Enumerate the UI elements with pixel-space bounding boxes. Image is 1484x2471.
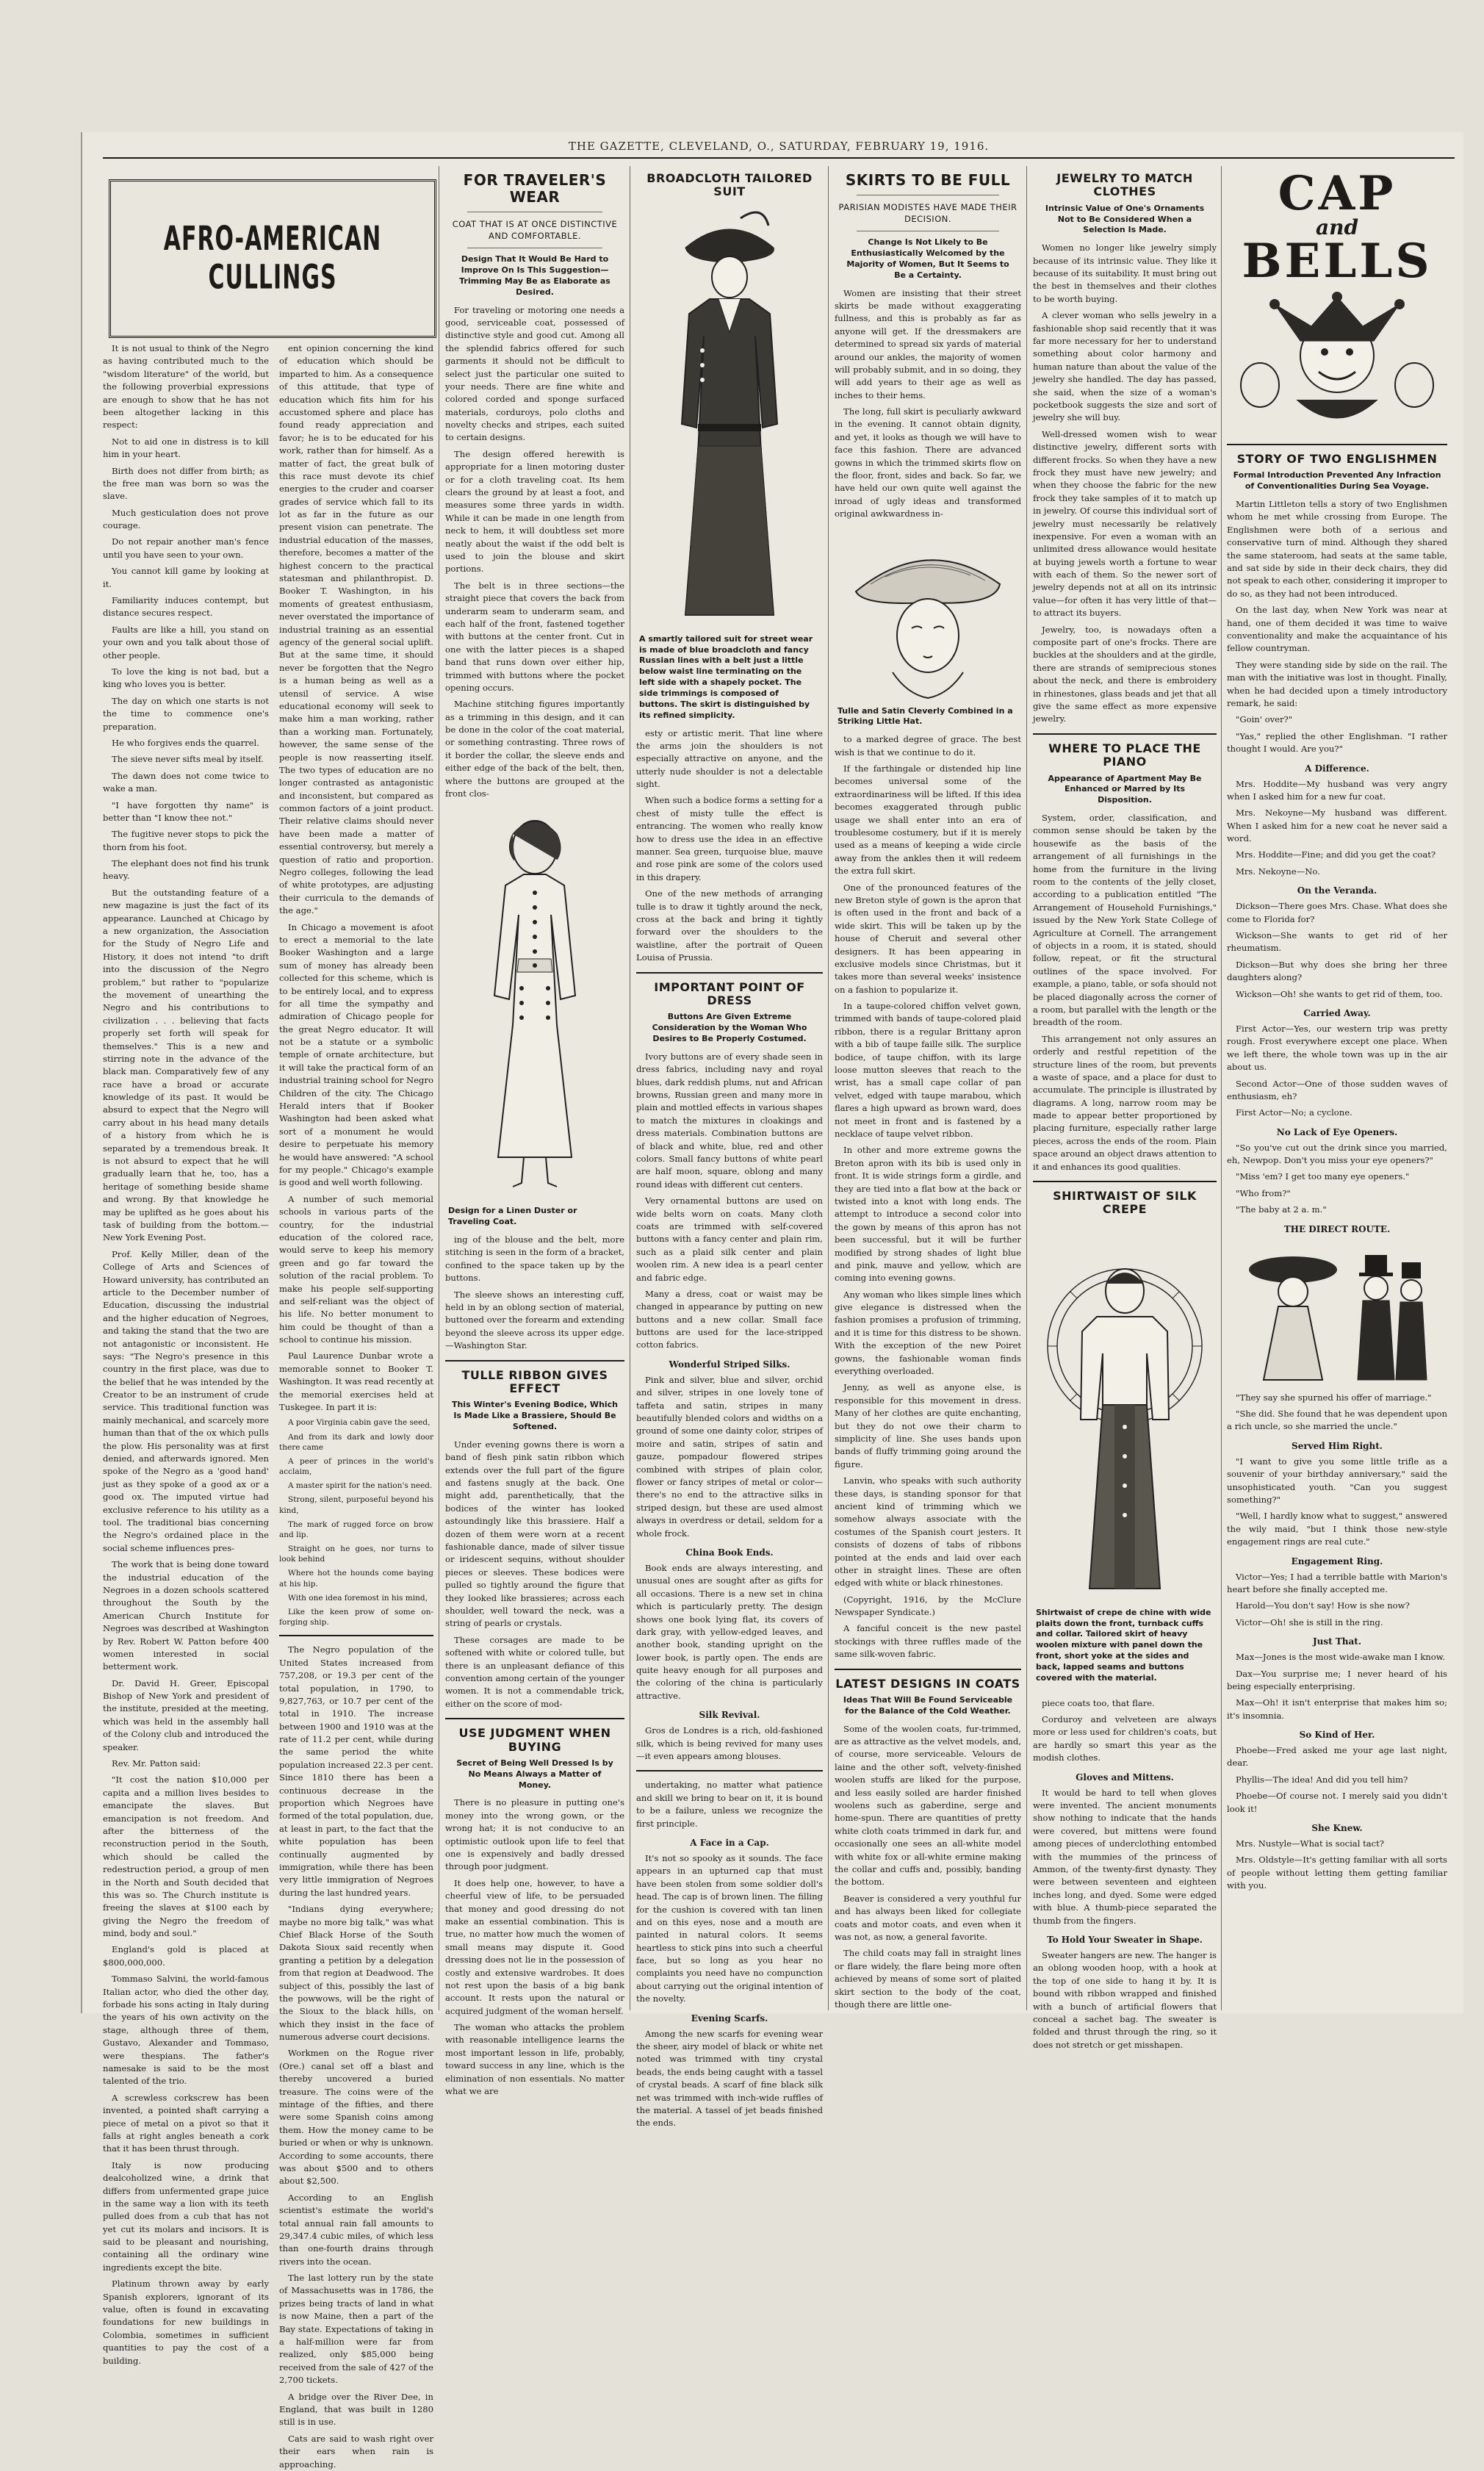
paragraph: Sweater hangers are new. The hanger is an oblong wooden hoop, with a hook at the top of one side to hang it by. It is bound with ribbon wrapped and finished with a bunch of artificial flowers that conceal a sachet bag. The sweater is folded and thrust through the ring, so it does not stretch or get misshapen.: [1033, 1949, 1217, 2050]
direct-route-cartoon: [1234, 1240, 1440, 1387]
poem-line: With one idea foremost in his mind,: [288, 1593, 428, 1603]
tulle-headline: TULLE RIBBON GIVES EFFECT: [461, 1367, 608, 1395]
paragraph: Platinum thrown away by early Spanish explorers, ignorant of its value, often is found in excavating foundations for new buildings in Colombia, sometimes in sufficient quantities to pay the cost of a building.: [103, 2278, 269, 2366]
paragraph: According to an English scientist's estimate the world's total annual rain fall amounts to 29,347.4 cubic miles, of which less than one-fourth drains through rivers into the ocean.: [279, 2192, 433, 2267]
paragraph: First Actor—Yes, our western trip was pretty rough. Frost everywhere except one place. When we left there, the whole town was up in the air about us.: [1227, 1023, 1447, 1073]
paragraph: The child coats may fall in straight lines or flare widely, the flare being more often achieved by means of some sort of plaited skirt section to the body of the coat, though there are little one-: [835, 1948, 1021, 2010]
veranda-heading: On the Veranda.: [1297, 885, 1377, 896]
paragraph: Gros de Londres is a rich, old-fashioned silk, which is being revived for many uses—it even appears among blouses.: [636, 1725, 823, 1762]
skirts-column: [835, 166, 1021, 2010]
paragraph: piece coats too, that flare.: [1042, 1697, 1155, 1708]
paragraph: A bridge over the River Dee, in England, that was built in 1280 still is in use.: [279, 2391, 433, 2428]
paragraph: Paul Laurence Dunbar wrote a memorable sonnet to Booker T. Washington. It was read recently at the memorial exercises held at Tuskegee. In part it is:: [279, 1350, 433, 1413]
piano-article: [1033, 812, 1217, 1173]
book-ends-heading: China Book Ends.: [685, 1547, 774, 1558]
paragraph: Not to aid one in distress is to kill him in your heart.: [103, 436, 269, 460]
paragraph: This arrangement not only assures an orderly and restful repetition of the structure lines of the room, but prevents a waste of space, and a place for dust to accumulate. The principle is illustrated by diagrams. A long, narrow room may be made to appear better proportioned by placing furniture, especially rather large pieces, across the ends of the room. Plain space around an object draws attention to it and enhances its good qualities.: [1033, 1033, 1217, 1172]
paragraph: They were standing side by side on the rail. The man with the initiative was lost in thought. Finally, when he had decided upon a timely introductory remark, he said:: [1227, 659, 1447, 708]
paragraph: Phyllis—The idea! And did you tell him?: [1236, 1774, 1408, 1785]
divider: [279, 1635, 433, 1636]
paragraph: "The baby at 2 a. m.": [1236, 1204, 1327, 1215]
judgment-article: [445, 1796, 624, 2098]
jewelry-headline: JEWELRY TO MATCH CLOTHES: [1056, 171, 1193, 199]
divider: [445, 1360, 624, 1362]
paragraph: These corsages are made to be softened with white or colored tulle, but there is an unpleasant defiance of this convention among certain of the younger women. It is not a commendable trick, either on the score of mod-: [445, 1634, 624, 1709]
silk-revival-article: [636, 1724, 823, 1763]
direct-route-joke: [1227, 1392, 1447, 1434]
page-header: THE GAZETTE, CLEVELAND, O., SATURDAY, FEBRUARY 19, 1916.: [568, 140, 990, 153]
paragraph: Prof. Kelly Miller, dean of the College of Arts and Sciences of Howard university, has contributed an article to the December number of Education, discussing the industrial and the higher education of Negroes, and taking the stand that the two are not antagonistic or inconsistent. He says: "The Negro's presence in this country in the first place, was due to the belief that he was intended by the Creator to be an instrument of crude service. This traditional function was mainly mechanical, and scarcely more human than that of the ox which pulls the plow. His personality was at first denied, and afterwards ignored. Men spoke of the Negro as a 'good hand' just as they spoke of a good ax or a good ox. The imputed virtue had exclusive reference to his utility as a tool. The traditional bias concerning the Negro's ordained place in the social scheme influences pres-: [103, 1248, 269, 1553]
paragraph: It would be hard to tell when gloves were invented. The ancient monuments show nothing to indicate that the hands were covered, but mittens were found among pieces of underclothing entombed with the mummies of the princess of Ammon, of the twenty-first dynasty. They were between seventeen and eighteen inches long, and dyed. Some were edged with blue. A thumb-piece separated the thumb from the fingers.: [1033, 1787, 1217, 1926]
paragraph: Among the new scarfs for evening wear the sheer, airy model of black or white net noted was trimmed with tiny crystal beads, the ends being caught with a tassel of crystal beads. A scarf of fine black silk net was trimmed with inch-wide ruffles of the material. A tassel of jet beads finished the ends.: [636, 2028, 823, 2129]
paragraph: The work that is being done toward the industrial education of the Negroes in a dozen schools scattered throughout the South by the American Church Institute for Negroes was described at Washington by Rev. Robert W. Patton before 400 women interested in social betterment work.: [103, 1559, 269, 1672]
shirtwaist-caption: Shirtwaist of crepe de chine with wide plaits down the front, turnback cuffs and collar. Tailored skirt of heavy woolen mixture with panel down the front, short yoke at the sides and back, lapped seams and buttons covered with the material.: [1036, 1607, 1211, 1683]
paragraph: Many a dress, coat or waist may be changed in appearance by putting on new buttons and a new collar. Small face buttons are used for the lace-stripped cotton fabrics.: [636, 1288, 823, 1350]
broadcloth-column: [636, 166, 823, 2129]
paragraph: "So you've cut out the drink since you married, eh, Newpop. Don't you miss your eye openers?": [1227, 1142, 1447, 1166]
traveler-headline: FOR TRAVELER'S WEAR: [463, 171, 607, 206]
afro-column-2: [279, 342, 433, 2470]
jewelry-deck: Intrinsic Value of One's Ornaments Not to Be Considered When a Selection Is Made.: [1045, 203, 1205, 235]
shirtwaist-headline: SHIRTWAIST OF SILK CREPE: [1053, 1189, 1197, 1217]
latest-headline: LATEST DESIGNS IN COATS: [835, 1676, 1020, 1691]
paragraph: "Miss 'em? I get too many eye openers.": [1236, 1171, 1410, 1182]
paragraph: (Copyright, 1916, by the McClure Newspaper Syndicate.): [835, 1594, 1021, 1618]
traveler-column: [445, 166, 624, 2097]
paragraph: Birth does not differ from birth; as the free man was born so was the slave.: [103, 465, 269, 502]
suit-caption: A smartly tailored suit for street wear is made of blue broadcloth and fancy Russian lines with a belt just a little below waist line terminating on the left side with a shapely pocket. The side trimmings is composed of buttons. The skirt is distinguished by its refined simplicity.: [639, 633, 813, 720]
paragraph: Very ornamental buttons are used on wide belts worn on coats. Many cloth coats are trimmed with self-covered buttons with a fancy center and plain rim, such as a plaid silk center and plain woolen rim. A new idea is a pearl center and fabric edge.: [636, 1195, 823, 1283]
paragraph: Workmen on the Rogue river (Ore.) canal set off a blast and thereby uncovered a buried treasure. The coins were of the mintage of the fifties, and there were some Spanish coins among them. How the money came to be buried or when or why is unknown. According to some accounts, there was about $500 and to others about $2,500.: [279, 2048, 433, 2187]
paragraph: You cannot kill game by looking at it.: [103, 566, 269, 589]
paragraph: Under evening gowns there is worn a band of flesh pink satin ribbon which extends over the full part of the figure and fastens snugly at the back. One might add, parenthetically, that the bodices of the winter has looked astoundingly like this brassiere. Half a dozen of them were worn at a recent fashionable dance, made of silver tissue or iridescent sequins, without shoulder pieces or sleeves. These bodices were pulled so tightly around the figure that they looked like brassieres; across each shoulder, well toward the neck, was a string of pearls or crystals.: [445, 1439, 624, 1629]
judgment-headline: USE JUDGMENT WHEN BUYING: [458, 1726, 611, 1754]
paragraph: The Negro population of the United States increased from 757,208, or 19.3 per cent of the total population, in 1790, to 9,827,763, or 10.7 per cent of the total in 1910. The increase between 1900 and 1910 was at the rate of 11.2 per cent, while during the same period the white population increased 22.3 per cent. Since 1810 there has been a continuous decrease in the proportion which Negroes have formed of the total population, due, at least in part, to the fact that the white population has been continually augmented by immigration, while there has been very little immigration of Negroes during the last hundred years.: [279, 1644, 433, 1898]
divider: [1227, 444, 1447, 445]
paragraph: First Actor—No; a cyclone.: [1236, 1107, 1352, 1118]
divider: [445, 1718, 624, 1719]
paragraph: The day on which one starts is not the time to commence one's preparation.: [103, 695, 269, 732]
paragraph: Dr. David H. Greer, Episcopal Bishop of New York and president of the institute, presided at the meeting, which was held in the assembly hall of the Colony club and introduced the speaker.: [103, 1677, 269, 1752]
paragraph: A number of such memorial schools in various parts of the country, for the industrial education of the colored race, would serve to keep his memory green and go far toward the solution of the racial problem. To make his people self-supporting and self-reliant was the object of his life. No better monument to him could be thought of than a school to continue his mission.: [279, 1193, 433, 1345]
paragraph: But the outstanding feature of a new magazine is just the fact of its appearance. Launched at Chicago by a new organization, the Association for the Study of Negro Life and History, it does not intend "to drift into the discussion of the Negro problem," but rather to "popularize the movement of unearthing the Negro and his contributions to civilization . . . believing that facts properly set forth will speak for themselves." This is a new and stirring note in the advance of the black man. Comparatively few of any race have a broad or accurate knowledge of its past. It would be absurd to expect that the Negro will carry about in his head many details of a history from which he is separated by a tremendous break. It is not absurd to expect that he will gradually learn that he, too, has a heritage of something beside shame and wrong. By that knowledge he may be uplifted as he goes about his task of building from the bottom.—New York Evening Post.: [103, 887, 269, 1243]
face-in-cap-article: [636, 1852, 823, 2006]
paragraph: Pink and silver, blue and silver, orchid and silver, stripes in one lovely tone of taffeta and satin, stripes in many beautifully blended colors and widths on a ground of some one dainty color, stripes of moire and satin, stripes of satin and gauze, pompadour flowered stripes combined with stripes of plain color, flower or fancy stripes of metal or color—there's no end to the attractive silks in striped design, but these are used almost always in overdress or detail, seldom for a whole frock.: [636, 1374, 823, 1539]
paragraph: Faults are like a hill, you stand on your own and you talk about those of other people.: [103, 624, 269, 661]
served-joke: [1227, 1456, 1447, 1549]
paragraph: to a marked degree of grace. The best wish is that we continue to do it.: [835, 734, 1021, 758]
column-rule: [1026, 166, 1027, 2010]
paragraph: Well-dressed women wish to wear distinctive jewelry, different sorts with different frocks. So when they have a new frock they must have new jewelry; and when they choose the fabric for the new frock they take samples of it to match up in jewelry. Of course this individual sort of jewelry must necessarily be relatively inexpensive. For even a woman with an unlimited dress allowance would hesitate at buying jewels worth a fortune to wear with each of them. So the newer sort of jewelry depends not at all on its intrinsic value—for often it has very little of that—to attract its buyers.: [1033, 428, 1217, 619]
poem-line: And from its dark and lowly door there came: [279, 1432, 433, 1452]
judgment-article-cont: [636, 1779, 823, 1830]
paragraph: "Who from?": [1236, 1187, 1291, 1198]
paragraph: "Yas," replied the other Englishman. "I rather thought I would. Are you?": [1227, 730, 1447, 755]
engagement-joke: [1227, 1571, 1447, 1630]
masthead-and: and: [1315, 215, 1359, 240]
paragraph: ent opinion concerning the kind of education which should be imparted to him. As a consequence of this attitude, that type of education which fits him for his accustomed sphere and place has found ready appreciation and favor; he is to be educated for his work, rather than for himself. As a matter of fact, the great bulk of this race must devote its chief energies to the cruder and coarser grades of service which fall to its lot as far in the future as our present vision can penetrate. The industrial education of the masses, therefore, becomes a matter of the highest concern to the practical statesman and philanthropist. D. Booker T. Washington, in his moments of greatest enthusiasm, never overstated the importance of industrial training as an essential agency of the general social uplift. But at the same time, it should never be forgotten that the Negro is a human being as well as a utensil of service. A wise educational economy will seek to make him a man working, rather than a working man. Fortunately, however, the same sense of the people is now reasserting itself. The two types of education are no longer contrasted as antagonistic and inconsistent, but compared as common factors of a joint product. Their relative claims should never have been made a matter of essential controversy, but merely a question of ratio and proportion. Negro colleges, following the lead of white prototypes, are adjusting their curricula to the demands of the age.": [279, 343, 433, 916]
paragraph: System, order, classification, and common sense should be taken by the housewife as the basis of the arrangement of all furnishings in the home from the furniture in the living room to the contents of the jelly closet, according to a publication entitled "The Arrangement of Household Furnishings," issued by the New York State College of Agriculture at Cornell. The arrangement of objects in a room, it is stated, should follow, repeat, or fit the structural outlines of the space involved. For example, a piano, table, or sofa should not be placed diagonally across the corner of a room, but parallel with the length or the breadth of the room.: [1033, 813, 1217, 1028]
paragraph: The design offered herewith is appropriate for a linen motoring duster or for a cloth traveling coat. Its hem clears the ground by at least a foot, and measures some three yards in width. While it can be made in one length from neck to hem, it will doubtless set more neatly about the waist if the odd belt is used to join the blouse and skirt portions.: [445, 448, 624, 575]
afro-american-cullings-banner: [109, 179, 436, 338]
evening-scarfs-heading: Evening Scarfs.: [691, 2013, 768, 2024]
cap-and-bells-column: [1227, 166, 1447, 2010]
paragraph: In other and more extreme gowns the Breton apron with its bib is used only in front. It is wide strings form a girdle, and they are tied into a flat bow at the back or twisted into a knot with long ends. The attempt to introduce a second color into the gown by means of this apron has not been successful, but it will be further modified by strong shades of light blue and pink, mauve and yellow, which are coming into evening gowns.: [835, 1145, 1021, 1284]
masthead-cap: CAP: [1278, 166, 1397, 221]
paragraph: "Indians dying everywhere; maybe no more big talk," was what Chief Black Horse of the South Dakota Sioux said recently when granting a petition by a delegation from that region at Deadwood. The subject of this, possibly the last of the powwows, will be the right of the Sioux to the black hills, on which they insist in the face of numerous adverse court decisions.: [279, 1904, 433, 2043]
paragraph: For traveling or motoring one needs a good, serviceable coat, possessed of distinctive style and good cut. Among all the splendid fabrics offered for such garments it should not be difficult to select just the particular one suited to your needs. There are fine white and colored corded and sponge surfaced materials, corduroys, polo cloths and novelty checks and stripes, each suited to certain designs.: [445, 304, 624, 443]
divider: [636, 972, 823, 974]
paragraph: Italy is now producing dealcoholized wine, a drink that differs from unfermented grape juice in the same way a lion with its teeth pulled does from a cub that has not yet cut its molars and incisors. It is said to be pleasant and nourishing, containing all the ordinary wine ingredients except the bite.: [103, 2159, 269, 2273]
paragraph: Machine stitching figures importantly as a trimming in this design, and it can be done in the color of the coat material, or something contrasting. Three rows of it border the collar, the sleeve ends and either edge of the back of the belt, then, where the buttons are grouped at the front clos-: [445, 699, 624, 799]
paragraph: A fanciful conceit is the new pastel stockings with three ruffles made of the same silk-woven fabric.: [835, 1623, 1021, 1660]
paragraph: Phoebe—Fred asked me your age last night, dear.: [1227, 1745, 1447, 1769]
piano-deck: Appearance of Apartment May Be Enhanced or Marred by Its Disposition.: [1048, 773, 1202, 805]
direct-route-heading: THE DIRECT ROUTE.: [1283, 1223, 1391, 1234]
paragraph: "They say she spurned his offer of marriage.": [1236, 1392, 1432, 1403]
paragraph: Max—Jones is the most wide-awake man I know.: [1236, 1652, 1445, 1663]
important-deck: Buttons Are Given Extreme Consideration by the Woman Who Desires to Be Properly Costumed.: [652, 1012, 807, 1044]
paragraph: Wickson—Oh! she wants to get rid of them, too.: [1236, 988, 1443, 999]
column-rule: [1221, 166, 1222, 2010]
she-knew-heading: She Knew.: [1311, 1823, 1363, 1834]
book-ends-article: [636, 1562, 823, 1702]
paragraph: Martin Littleton tells a story of two Englishmen whom he met while crossing from Europe. The Englishmen were both of a serious and conservative turn of mind. Although they shared the same stateroom, had seats at the same table, and sat side by side in their deck chairs, they did not speak to each other, considering it improper to do so, as they had not been introduced.: [1227, 499, 1447, 599]
poem-line: Strong, silent, purposeful beyond his kind,: [279, 1495, 433, 1515]
paragraph: "Well, I hardly know what to suggest," answered the wily maid, "but I think those new-style engagement rings are real cute.": [1227, 1511, 1447, 1547]
duster-coat-illustration: [454, 805, 616, 1201]
tulle-hat-illustration: [841, 525, 1015, 702]
face-in-cap-heading: A Face in a Cap.: [690, 1837, 769, 1848]
paragraph: The last lottery run by the state of Massachusetts was in 1786, the prizes being tracts of land in what is now Maine, then a part of the Bay state. Expectations of taking in a half-million were far from realized, only $85,000 being received from the sale of 427 of the 2,700 tickets.: [279, 2273, 433, 2386]
engagement-heading: Engagement Ring.: [1291, 1555, 1383, 1567]
poem-line: A poor Virginia cabin gave the seed,: [288, 1418, 431, 1428]
eye-openers-heading: No Lack of Eye Openers.: [1276, 1126, 1398, 1137]
evening-scarfs-article: [636, 2028, 823, 2130]
eye-openers-joke: [1227, 1142, 1447, 1217]
poem-line: Like the keen prow of some on-forging ship.: [279, 1608, 433, 1627]
paragraph: When such a bodice forms a setting for a chest of misty tulle the effect is entrancing. The women who really know how to dress use the idea in an effective manner. Sea green, turquoise blue, mauve and rose pink are some of the colors used in this drapery.: [636, 795, 823, 882]
paragraph: "I have forgotten thy name" is better than "I know thee not.": [103, 799, 269, 823]
shirtwaist-illustration: [1038, 1221, 1211, 1603]
sweater-heading: To Hold Your Sweater in Shape.: [1047, 1934, 1203, 1945]
jester-illustration: [1231, 289, 1444, 436]
carried-away-heading: Carried Away.: [1303, 1007, 1371, 1018]
divider: [1033, 733, 1217, 735]
tailored-suit-illustration: [645, 204, 814, 630]
paragraph: On the last day, when New York was near at hand, one of them decided it was time to waive conventionality and make the acquaintance of his fellow countryman.: [1227, 605, 1447, 654]
paragraph: esty or artistic merit. That line where the arms join the shoulders is not especially attractive on anyone, and the utterly nude shoulder is not a delectable sight.: [636, 727, 823, 790]
poem-line: The mark of rugged force on brow and lip.: [279, 1519, 433, 1539]
latest-article: [835, 1723, 1021, 2012]
paragraph: The sieve never sifts meal by itself.: [112, 754, 264, 765]
divider: [1033, 1181, 1217, 1182]
paragraph: Much gesticulation does not prove courage.: [103, 507, 269, 531]
difference-heading: A Difference.: [1305, 763, 1369, 774]
paragraph: In a taupe-colored chiffon velvet gown, trimmed with bands of taupe-colored plaid ribbon, there is a regular Brittany apron with a bib of taupe faille silk. The surplice bodice, of taupe chiffon, with its large loose mutton sleeves that reach to the wrist, has a small cape collar of pan velvet, edged with taupe marabou, which flares a high upward as brown ward, does not meet in front and is fastened by a necklace of taupe velvet ribbon.: [835, 1001, 1021, 1139]
paragraph: Do not repair another man's fence until you have seen to your own.: [103, 536, 269, 560]
paragraph: "I want to give you some little trifle as a souvenir of your birthday anniversary," said the unsophisticated youth. "Can you suggest something?": [1227, 1456, 1447, 1505]
paragraph: Beaver is considered a very youthful fur and has always been liked for collegiate coats and motor coats, and even when it was not, as now, a general favorite.: [835, 1893, 1021, 1942]
divider: [835, 1669, 1021, 1670]
carried-away-joke: [1227, 1023, 1447, 1120]
paragraph: Any woman who likes simple lines which give elegance is distressed when the fashion promises a profusion of trimming, and it is time for this distress to be shown. With the exception of the new Poiret gowns, the fashionable woman finds everything overloaded.: [835, 1289, 1021, 1377]
paragraph: Harold—You don't say! How is she now?: [1236, 1600, 1410, 1611]
duster-caption: Design for a Linen Duster or Traveling Coat.: [448, 1206, 577, 1227]
cap-and-bells-masthead: [1227, 166, 1447, 289]
paragraph: Phoebe—Of course not. I merely said you didn't look it!: [1227, 1791, 1447, 1814]
column-rule: [828, 166, 829, 2010]
kind-heading: So Kind of Her.: [1299, 1730, 1375, 1741]
paragraph: Max—Oh! it isn't enterprise that makes him so; it's insomnia.: [1227, 1697, 1447, 1721]
silk-revival-heading: Silk Revival.: [699, 1710, 760, 1721]
veranda-joke: [1227, 900, 1447, 1001]
paragraph: Familiarity induces contempt, but distance secures respect.: [103, 595, 269, 619]
poem-line: A peer of princes in the world's acclaim,: [279, 1456, 433, 1477]
paragraph: Dickson—But why does she bring her three daughters along?: [1227, 959, 1447, 983]
gloves-heading: Gloves and Mittens.: [1076, 1772, 1174, 1783]
poem-line: Where hot the hounds come baying at his hip.: [279, 1569, 433, 1589]
latest-deck: Ideas That Will Be Found Serviceable for the Balance of the Cold Weather.: [843, 1695, 1013, 1716]
gloves-article: [1033, 1787, 1217, 1927]
traveler-article-cont: [445, 1234, 624, 1353]
skirts-article-cont: [835, 733, 1021, 1661]
paragraph: Book ends are always interesting, and unusual ones are sought after as gifts for all occasions. There is a new set in china which is particularly pretty. The design shows one book lying flat, its covers of dark gray, with yellow-edged leaves, and another book, standing upright on the lower book, is partly open. The ends are quite heavy enough for all purposes and the coloring of the china is particularly attractive.: [636, 1562, 823, 1701]
skirts-headline: SKIRTS TO BE FULL: [845, 171, 1011, 189]
jewelry-column: [1033, 166, 1217, 2050]
traveler-deck: COAT THAT IS AT ONCE DISTINCTIVE AND COMFORTABLE.: [452, 219, 618, 242]
poem-line: Straight on he goes, nor turns to look behind: [279, 1544, 433, 1564]
paragraph: England's gold is placed at $800,000,000.: [103, 1944, 269, 1968]
paragraph: Cats are said to wash right over their ears when rain is approaching.: [279, 2433, 433, 2470]
broadcloth-headline: BROADCLOTH TAILORED SUIT: [646, 171, 813, 199]
kind-joke: [1227, 1744, 1447, 1816]
paragraph: Rev. Mr. Patton said:: [112, 1758, 201, 1769]
just-that-heading: Just That.: [1312, 1636, 1362, 1647]
masthead-bells: BELLS: [1242, 234, 1433, 289]
paragraph: It's not so spooky as it sounds. The face appears in an upturned cap that must have been stolen from some soldier doll's head. The cap is of brown linen. The filling for the cushion is covered with tan linen and on this eyes, nose and a mouth are painted in natural colors. It seems heartless to stick pins into such a cheerful face, but so long as you hear no complaints you need have no compunction about carrying out the original intention of the novelty.: [636, 1852, 823, 2004]
important-headline: IMPORTANT POINT OF DRESS: [654, 979, 805, 1007]
paragraph: Tommaso Salvini, the world-famous Italian actor, who died the other day, forbade his sons acting in Italy during the years of his own activity on the stage, although three of them, Gustavo, Alexander and Tommaso, were thespians. The father's namesake is said to be the most talented of the trio.: [103, 1974, 269, 2087]
paragraph: Wickson—She wants to get rid of her rheumatism.: [1227, 930, 1447, 954]
paragraph: Mrs. Hoddite—My husband was very angry when I asked him for a new fur coat.: [1227, 778, 1447, 802]
paragraph: Jenny, as well as anyone else, is responsible for this movement in dress. Many of her clothes are quite enchanting, but they do not owe their charm to simplicity of line. She uses bands upon bands of fluffy trimming going around the figure.: [835, 1382, 1021, 1470]
paragraph: The long, full skirt is peculiarly awkward in the evening. It cannot obtain dignity, and yet, it looks as though we will have to face this fashion. There are advanced gowns in which the trimmed skirts flow on the floor, front, sides and back. So far, we have held our own quite well against the inroad of ugly ideas and transformed original awkwardness in-: [835, 406, 1021, 519]
paragraph: It is not usual to think of the Negro as having contributed much to the "wisdom literature" of the world, but the following proverbial expressions are enough to show that he has not been altogether lacking in this respect:: [103, 343, 269, 431]
paragraph: Dickson—There goes Mrs. Chase. What does she come to Florida for?: [1227, 901, 1447, 924]
piano-headline: WHERE TO PLACE THE PIANO: [1048, 741, 1201, 769]
traveler-article: [445, 304, 624, 801]
afro-american-cullings-title: AFRO-AMERICAN CULLINGS: [163, 220, 382, 298]
important-article: [636, 1051, 823, 1352]
paragraph: undertaking, no matter what patience and skill we bring to bear on it, it is bound to be a failure, unless we recognize the first principle.: [636, 1780, 823, 1829]
paragraph: He who forgives ends the quarrel.: [112, 737, 259, 748]
hat-caption: Tulle and Satin Cleverly Combined in a Striking Little Hat.: [838, 705, 1013, 727]
paragraph: Women no longer like jewelry simply because of its intrinsic value. They like it because of its suitability. It must bring out the best in themselves and their clothes to be worth buying.: [1033, 242, 1217, 304]
paragraph: "She did. She found that he was dependent upon a rich uncle, so she married the uncle.": [1227, 1409, 1447, 1432]
skirts-subdeck: Change Is Not Likely to Be Enthusiastically Welcomed by the Majority of Women, But It Seems to Be a Certainty.: [846, 237, 1009, 280]
paragraph: Dax—You surprise me; I never heard of his being especially enterprising.: [1227, 1668, 1447, 1691]
difference-joke: [1227, 778, 1447, 879]
latest-article-cont: [1033, 1697, 1217, 1765]
paragraph: Mrs. Nekoyne—My husband was different. When I asked him for a new coat he never said a word.: [1227, 808, 1447, 844]
judgment-deck: Secret of Being Well Dressed Is by No Means Always a Matter of Money.: [456, 1758, 613, 1790]
paragraph: It does help one, however, to have a cheerful view of life, to be persuaded that money and good dressing do not make an essential combination. This is true, no matter how much the women of small means may dispute it. Good dressing does not lie in the possession of costly and extensive wardrobes. It does not rest upon the basis of a big bank account. It rests upon the natural or acquired judgment of the woman herself.: [445, 1877, 624, 2016]
paragraph: The fugitive never stops to pick the thorn from his foot.: [103, 829, 269, 852]
paragraph: If the farthingale or distended hip line becomes universal some of the extraordinariness will be lifted. If this idea becomes exaggerated through public usage we shall enter into an era of troublesome costumery, but if it is merely used as a means of keeping a wide circle away from the ankles then it will redeem the extra full skirt.: [835, 763, 1021, 877]
sweater-article: [1033, 1949, 1217, 2051]
paragraph: Some of the woolen coats, fur-trimmed, are as attractive as the velvet models, and, of course, more serviceable. Velours de laine and the other soft, velvety-finished woolen stuffs are liked for the purpose, and less easily soiled are harder finished woolens such as gaberdine, serge and home-spun. There are quantities of pretty white cloth coats trimmed in dark fur, and occasionally one sees an all-white model with white fox or all-white ermine making the collar and cuffs and, possibly, banding the bottom.: [835, 1723, 1021, 1888]
paragraph: There is no pleasure in putting one's money into the wrong gown, or the wrong hat; it is not conducive to an optimistic outlook upon life to feel that one is expensively and badly dressed through poor judgment.: [445, 1797, 624, 1872]
paragraph: To love the king is not bad, but a king who loves you is better.: [103, 666, 269, 690]
skirts-deck: PARISIAN MODISTES HAVE MADE THEIR DECISION.: [838, 202, 1017, 225]
paragraph: Ivory buttons are of every shade seen in dress fabrics, including navy and royal blues, dark reddish plums, nut and African browns, Russian green and many more in plain and mottled effects in various shapes to match the mixtures in cloakings and dress materials. Combination buttons are of black and white, blue, red and other colors. Small fancy buttons of white pearl are half moon, square, oblong and many round ideas with different cut centers.: [636, 1051, 823, 1190]
header-rule: [103, 157, 1455, 159]
jewelry-article: [1033, 242, 1217, 725]
paragraph: The elephant does not find his trunk heavy.: [103, 858, 269, 882]
englishmen-headline: STORY OF TWO ENGLISHMEN: [1236, 452, 1438, 466]
paragraph: A clever woman who sells jewelry in a fashionable shop said recently that it was far more necessary for her to understand something about color harmony and human nature than about the value of the jewelry she handled. The day has passed, she said, when the size of a woman's pocketbook suggests the size and sort of jewelry she will buy.: [1033, 310, 1217, 423]
afro-column-1: [103, 342, 269, 2366]
paragraph: The belt is in three sections—the straight piece that covers the back from underarm seam to underarm seam, and each half of the front, fastened together with buttons at the center front. Cut in one with the latter pieces is a shaped band that runs down over either hip, trimmed with buttons where the pocket opening occurs.: [445, 580, 624, 693]
paragraph: Mrs. Oldstyle—It's getting familiar with all sorts of people without letting them getting familiar with you.: [1227, 1855, 1447, 1891]
englishmen-article: [1227, 498, 1447, 755]
englishmen-deck: Formal Introduction Prevented Any Infraction of Conventionalities During Sea Voyage.: [1233, 470, 1441, 492]
paragraph: Corduroy and velveteen are always more or less used for children's coats, but are hardly so smart this year as the modish clothes.: [1033, 1714, 1217, 1763]
paragraph: One of the new methods of arranging tulle is to draw it tightly around the neck, cross at the back and bring it tightly forward over the shoulders to the waistline, after the portrait of Queen Louisa of Prussia.: [636, 888, 823, 963]
paragraph: A screwless corkscrew has been invented, a pointed shaft carrying a piece of metal on a pivot so that it falls at right angles beneath a cork that it has been thrust through.: [103, 2092, 269, 2154]
paragraph: "It cost the nation $10,000 per capita and a million lives besides to emancipate the slaves. But emancipation is not freedom. And after the bitterness of the reconstruction period in the South, which should be called the redestruction period, a group of men in the North and South decided that this was so. The Church institute is freeing the slaves at $100 each by giving the Negro the freedom of mind, body and soul.": [103, 1774, 269, 1939]
broadcloth-article: [636, 727, 823, 965]
paragraph: Lanvin, who speaks with such authority these days, is standing sponsor for that ancient kind of trimming which we somehow always associate with the costumes of the Spanish court jesters. It consists of dozens of tabs of ribbons pointed at the ends and laid over each other in straight lines. These are often edged with white or black rhinestones.: [835, 1475, 1021, 1589]
divider: [636, 1770, 823, 1772]
she-knew-joke: [1227, 1838, 1447, 1893]
paragraph: Mrs. Nustyle—What is social tact?: [1236, 1838, 1385, 1849]
paragraph: Women are insisting that their street skirts be made without exaggerating fullness, and this is probably as far as anyone will get. If the dressmakers are determined to spread six yards of material around our ankles, the majority of women will probably submit, and in so doing, they will add years to their age as well as inches to their hems.: [835, 287, 1021, 400]
served-heading: Served Him Right.: [1292, 1440, 1383, 1451]
skirts-article: [835, 287, 1021, 521]
paragraph: Victor—Yes; I had a terrible battle with Marion's heart before she finally accepted me.: [1227, 1571, 1447, 1594]
paragraph: One of the pronounced features of the new Breton style of gown is the apron that is often used in the front and back of a wide skirt. This will be taken up by the house of Cheruit and several other designers. It has been appearing in exclusive models since Christmas, but it takes more than several weeks' insistence on a fashion to popularize it.: [835, 882, 1021, 995]
tulle-deck: This Winter's Evening Bodice, Which Is Made Like a Brassiere, Should Be Softened.: [451, 1400, 619, 1432]
paragraph: ing of the blouse and the belt, more stitching is seen in the form of a bracket, confined to the space taken up by the buttons.: [445, 1234, 624, 1284]
striped-silks-article: [636, 1374, 823, 1540]
just-that-joke: [1227, 1651, 1447, 1722]
paragraph: Mrs. Nekoyne—No.: [1236, 866, 1320, 877]
tulle-article: [445, 1439, 624, 1711]
paragraph: The woman who attacks the problem with reasonable intelligence learns the most important lesson in life, probably, toward success in any line, which is the elimination of non essentials. No matter what we are: [445, 2022, 624, 2097]
paragraph: In Chicago a movement is afoot to erect a memorial to the late Booker Washington and a large sum of money has already been collected for this scheme, which is to be entirely local, and to express for all time the sympathy and admiration of Chicago people for the great Negro educator. It will not be a statute or a symbolic temple of ornate architecture, but it will take the practical form of an industrial training school for Negro Children of the city. The Chicago Herald inters that if Booker Washington had been asked what sort of a monument he would desire to perpetuate his memory he would have answered: "A school for my people." Chicago's example is good and well worth following.: [279, 921, 433, 1188]
paragraph: Victor—Oh! she is still in the ring.: [1236, 1616, 1383, 1627]
paragraph: The dawn does not come twice to wake a man.: [103, 770, 269, 794]
paragraph: Jewelry, too, is nowadays often a composite part of one's frocks. There are buckles at the shoulders and at the girdle, there are strands of semiprecious stones about the neck, and there is embroidery in rhinestones, glass beads and jet that all give the same effect as more expensive jewelry.: [1033, 624, 1217, 724]
striped-silks-heading: Wonderful Striped Silks.: [669, 1359, 790, 1370]
paragraph: Mrs. Hoddite—Fine; and did you get the coat?: [1236, 849, 1436, 860]
paragraph: Second Actor—One of those sudden waves of enthusiasm, eh?: [1227, 1078, 1447, 1101]
paragraph: "Goin' over?": [1236, 714, 1293, 725]
traveler-subdeck: Design That It Would Be Hard to Improve On Is This Suggestion—Trimming May Be as Elaborate as Desired.: [459, 254, 610, 297]
poem-line: A master spirit for the nation's need.: [288, 1481, 433, 1491]
paragraph: The sleeve shows an interesting cuff, held in by an oblong section of material, buttoned over the forearm and extending beyond the sleeve across its upper edge.—Washington Star.: [445, 1289, 624, 1351]
